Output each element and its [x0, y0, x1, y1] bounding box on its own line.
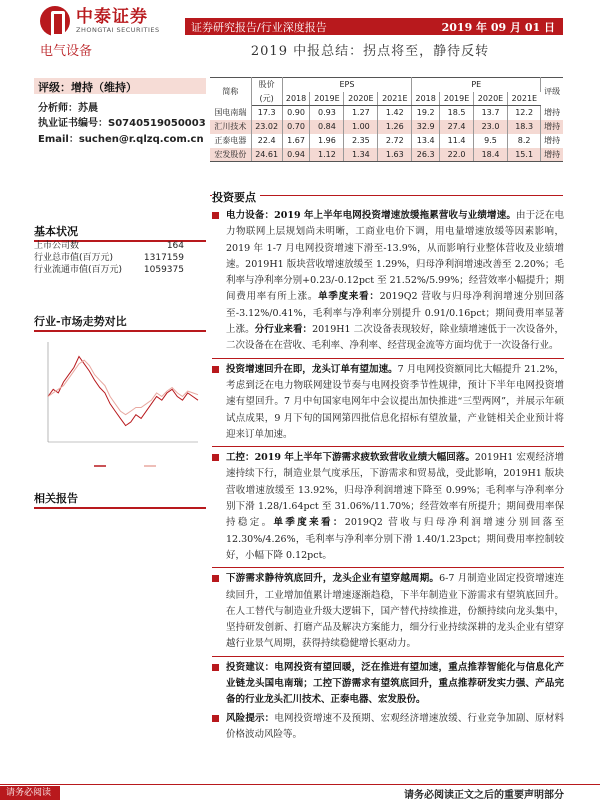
table-cell: 18.5: [440, 106, 474, 120]
th-price-unit: (元): [251, 92, 282, 106]
th-year: 2019E: [440, 92, 474, 106]
table-cell: 1.63: [378, 148, 412, 162]
table-cell: 增持: [541, 120, 563, 134]
table-cell: 2.72: [378, 134, 412, 148]
table-cell: 1.00: [344, 120, 378, 134]
table-cell: 国电南瑞: [210, 106, 251, 120]
table-cell: 增持: [541, 148, 563, 162]
footer-tag: 请务必阅读: [0, 786, 60, 800]
table-cell: 增持: [544, 136, 561, 145]
table-cell: 1.12: [310, 148, 344, 162]
table-cell: 17.3: [251, 106, 282, 120]
report-date: 2019 年 09 月 01 日: [441, 21, 555, 34]
table-cell: 19.2: [412, 106, 440, 120]
rating-bar: [34, 78, 206, 94]
logo-en: ZHONGTAI SECURITIES: [76, 26, 160, 34]
table-cell: 26.3: [412, 148, 440, 162]
logo-cn: 中泰证券: [76, 7, 148, 27]
rating: 评级：增持（维持）: [38, 81, 137, 94]
th-rating: 评级: [541, 78, 563, 106]
point-investment: 投资增速回升在即，龙头订单有望加速。7 月电网投资额同比大幅提升 21.2%，考虑到泛在电力物联网建设节奏与电网投资季节性规律，预计下半年电网投资增速有望回升。7 月中旬国家电网年中会议提出加快推进“三型两网”，并展示年硕试点成果，9 月下旬的国网第四批信息化招标有望放量，产业链相关企业预计将迎来订单加速。: [212, 362, 564, 443]
table-cell: 1.96: [310, 134, 344, 148]
info-row: 行业流通市值(百万元) 1059375: [34, 265, 184, 275]
table-cell: 0.84: [310, 120, 344, 134]
table-cell: 1.42: [378, 106, 412, 120]
bullet-icon: [212, 715, 219, 722]
series-line-1: [48, 360, 198, 415]
bullet-icon: [212, 366, 219, 373]
table-cell: 汇川技术: [210, 120, 251, 134]
bullet-icon: [212, 664, 219, 671]
table-cell: 1.67: [282, 134, 310, 148]
table-cell: 2.35: [344, 134, 378, 148]
th-eps: EPS: [282, 78, 412, 92]
report-type: 证券研究报告/行业深度报告: [191, 21, 327, 34]
bullet-icon: [212, 454, 219, 461]
table-cell: 15.1: [507, 148, 540, 162]
th-year: 2020E: [474, 92, 508, 106]
table-cell: 24.61: [251, 148, 282, 162]
th-pe: PE: [412, 78, 541, 92]
invest-title: 投资要点: [212, 189, 260, 205]
logo-icon: [40, 6, 70, 36]
point-risk: 风险提示：电网投资增速不及预期、宏观经济增速放缓、行业竞争加剧、原材料价格波动风险等。: [212, 711, 564, 744]
sector-label: 电气设备: [40, 44, 93, 59]
table-cell: 0.90: [282, 106, 310, 120]
th-year: 2021E: [507, 92, 540, 106]
table-cell: 0.94: [282, 148, 310, 162]
point-advice: 投资建议：电网投资有望回暖，泛在推进有望加速，重点推荐智能化与信息化产业链龙头国电南瑞；工控下游需求有望筑底回升，重点推荐研发实力强、产品完备的行业龙头汇川技术、正泰电器、宏发股份。: [212, 660, 564, 709]
th-price: 股价: [251, 78, 282, 92]
analyst-email: Email：suchen@r.qlzq.com.cn: [38, 134, 204, 145]
table-row: [210, 134, 563, 148]
table-cell: 1.26: [378, 120, 412, 134]
table-cell: 18.3: [507, 120, 540, 134]
table-row: [210, 148, 563, 162]
invest-rule: [210, 195, 563, 196]
table-cell: 1.34: [344, 148, 378, 162]
table-cell: 8.2: [507, 134, 540, 148]
bullet-icon: [212, 575, 219, 582]
point-demand: 下游需求静待筑底回升，龙头企业有望穿越周期。6-7 月制造业固定投资增速连续回升，工业增加值累计增速逐渐趋稳，下半年制造业下游需求有望筑底回升。在人工替代与制造业升级大逻辑下，国产替代持续推进，份额持续向龙头集中，坚持研发创新、打磨产品及解决方案能力，细分行业持续深耕的龙头企业有望穿越行业景气周期，获得持续稳健增长驱动力。: [212, 571, 564, 652]
table-cell: 23.02: [251, 120, 282, 134]
invest-points: [212, 208, 564, 743]
bullet-icon: [212, 212, 219, 219]
valuation-table: [210, 77, 563, 162]
cert-number: 执业证书编号：S0740519050003: [38, 118, 206, 129]
table-cell: 0.93: [310, 106, 344, 120]
point-power: 电力设备：2019 年上半年电网投资增速放缓拖累营收与业绩增速。由于泛在电力物联网上层规划尚未明晰，工商业电价下调，用电量增速放缓等因素影响，2019 年 1-7 月电网投资增速下滑至-13.9%，从而影响行业整体营收及业绩增速。2019H1 版块营收增速放缓至 1.29%，归母净利润增速改善至 2.20%；毛利率与净利率分别+0.23/-0.12pct 至 21.52%/5.99%；经营效率小幅提升；期间费用率有所上涨。单季度来看：2019Q2 营收与归母净利润增速分别回落至-3.12%/0.41%，毛利率与净利率分别提升 0.91/0.16pct；期间费用率显著上涨。分行业来看：2019H1 二次设备表现较好，除业绩增速低于一次设备外，二次设备在在营收、毛利率、净利率、经营现金流等方面均优于一次设备行业。: [212, 208, 564, 355]
report-title: 2019 中报总结：拐点将至，静待反转: [250, 44, 490, 59]
page-footer: [0, 780, 600, 800]
table-cell: 23.0: [474, 120, 508, 134]
brand-logo: [40, 6, 160, 36]
table-row: [210, 106, 563, 120]
th-year: 2020E: [344, 92, 378, 106]
th-year: 2021E: [378, 92, 412, 106]
trend-chart-svg: [34, 330, 204, 480]
table-cell: 增持: [544, 108, 561, 117]
table-cell: 32.9: [412, 120, 440, 134]
chart-title: 行业-市场走势对比: [34, 313, 206, 332]
header-band: [185, 18, 563, 35]
info-row: 行业总市值(百万元) 1317159: [34, 253, 184, 263]
footer-disclaimer: 请务必阅读正文之后的重要声明部分: [404, 790, 564, 800]
table-cell: 正泰电器: [210, 134, 251, 148]
basic-info: [34, 240, 184, 276]
point-industrial: 工控：2019 年上半年下游需求疲软致营收业绩大幅回落。2019H1 宏观经济增速持续下行，制造业景气度承压，下游需求和贸易战，受此影响，2019H1 版块营收增速放缓至 13.92%，归母净利润增速下降至 0.99%；毛利率与净利率分别下滑 1.28/1.64pct 至 31.06%/11.70%；经营效率有所提升；期间费用率保持稳定。单季度来看：2019Q2 营收与归母净利润增速分别回落至 12.30%/4.26%，毛利率与净利率分别下滑 1.40/1.23pct；期间费用率控制较好，小幅下降 0.12pct。: [212, 450, 564, 564]
table-cell: 13.7: [474, 106, 508, 120]
th-year: 2019E: [310, 92, 344, 106]
th-name: 简称: [210, 78, 251, 106]
table-cell: 0.70: [282, 120, 310, 134]
table-cell: 27.4: [440, 120, 474, 134]
th-year: 2018: [412, 92, 440, 106]
basic-title: 基本状况: [34, 223, 206, 242]
info-row: 上市公司数 164: [34, 241, 184, 251]
table-cell: 18.4: [474, 148, 508, 162]
table-row: [210, 120, 563, 134]
table-cell: 12.2: [507, 106, 540, 120]
table-cell: 宏发股份: [210, 148, 251, 162]
analyst-name: 分析师：苏晨: [38, 103, 98, 114]
page-header: [0, 0, 600, 58]
table-cell: 9.5: [474, 134, 508, 148]
trend-chart: [34, 330, 204, 480]
table-cell: 13.4: [412, 134, 440, 148]
table-cell: 22.4: [251, 134, 282, 148]
table-cell: 1.27: [344, 106, 378, 120]
th-year: 2018: [282, 92, 310, 106]
table-cell: 22.0: [440, 148, 474, 162]
related-title: 相关报告: [34, 490, 206, 509]
table-cell: 11.4: [440, 134, 474, 148]
